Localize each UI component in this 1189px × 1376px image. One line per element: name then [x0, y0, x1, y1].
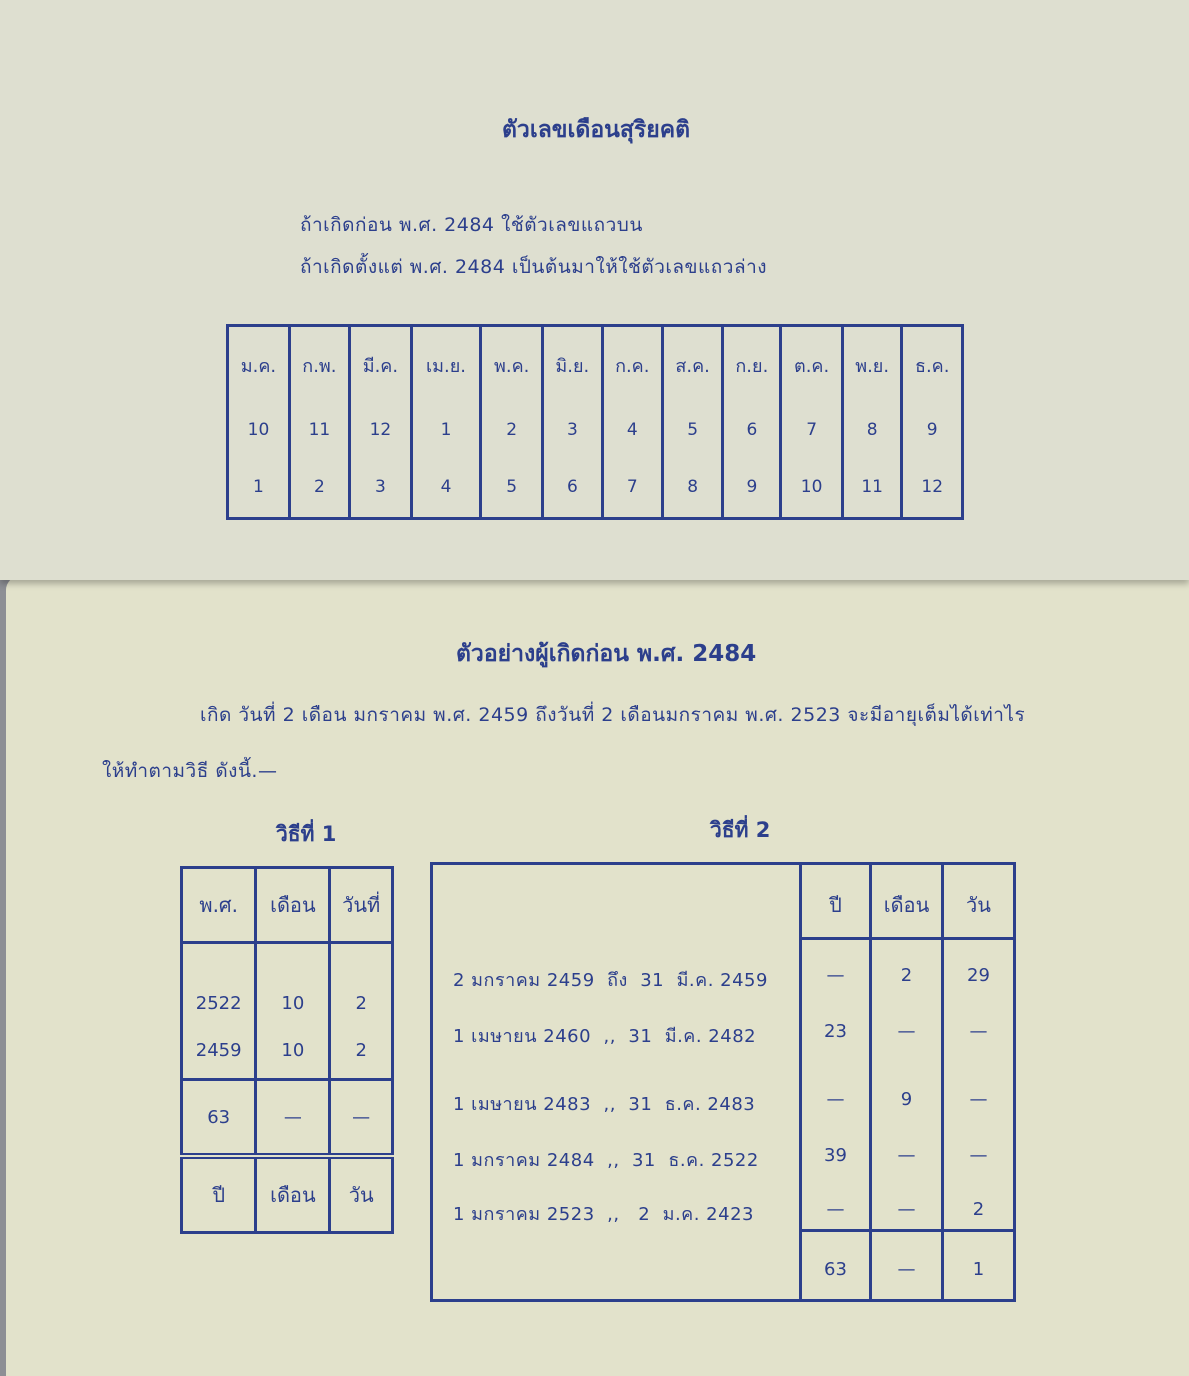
question-line-2: ให้ทำตามวิธี ดังนี้.— [102, 760, 278, 782]
method2-total-cell: — [897, 1259, 916, 1280]
months-table [226, 324, 964, 520]
method2-header-cell: เดือน [883, 893, 930, 917]
method2-cell: — [826, 1199, 845, 1220]
column-divider [941, 865, 944, 1299]
month-upper-cell: 8 [842, 404, 901, 457]
month-header-cell: ต.ค. [781, 326, 843, 404]
month-upper-cell: 11 [289, 404, 349, 457]
month-lower-cell: 11 [842, 456, 901, 518]
month-upper-cell: 4 [602, 404, 662, 457]
months-header-row [228, 326, 963, 404]
question-line-1: เกิด วันที่ 2 เดือน มกราคม พ.ศ. 2459 ถึงวันที่ 2 เดือนมกราคม พ.ศ. 2523 จะมีอายุเต็มได้เท่าไร [200, 704, 1026, 726]
month-lower-cell: 7 [602, 456, 662, 518]
month-upper-cell: 12 [349, 404, 411, 457]
method2-total-cell: 63 [824, 1259, 847, 1280]
method1-header-cell: เดือน [256, 868, 330, 943]
month-lower-cell: 3 [349, 456, 411, 518]
method2-cell: — [826, 965, 845, 986]
method1-unit-cell: ปี [212, 1183, 226, 1207]
month-header-cell: มี.ค. [349, 326, 411, 404]
month-header-cell: มิ.ย. [543, 326, 602, 404]
method2-title: วิธีที่ 2 [710, 818, 771, 842]
months-lower-row [228, 456, 963, 518]
method2-row-label: 1 เมษายน 2460 ,, 31 มี.ค. 2482 [453, 1026, 757, 1047]
month-header-cell: ส.ค. [662, 326, 722, 404]
top-page [0, 0, 1189, 580]
method2-cell: — [897, 1199, 916, 1220]
month-upper-cell: 6 [723, 404, 781, 457]
method1-row [182, 943, 393, 1023]
month-upper-cell: 5 [662, 404, 722, 457]
month-upper-cell: 3 [543, 404, 602, 457]
method2-cell: — [897, 1021, 916, 1042]
method1-table [180, 866, 394, 1234]
method1-unit-cell: วัน [330, 1156, 393, 1233]
month-header-cell: ก.พ. [289, 326, 349, 404]
instruction-line-2: ถ้าเกิดตั้งแต่ พ.ศ. 2484 เป็นต้นมาให้ใช้ตัวเลขแถวล่าง [300, 256, 768, 278]
month-header-cell: พ.ค. [481, 326, 543, 404]
method1-cell: 2 [330, 943, 393, 1023]
method1-title: วิธีที่ 1 [276, 822, 337, 846]
month-lower-cell: 12 [902, 456, 963, 518]
month-lower-cell: 8 [662, 456, 722, 518]
month-lower-cell: 10 [781, 456, 843, 518]
method2-cell: 29 [967, 965, 990, 986]
column-divider [869, 865, 872, 1299]
method2-row-label: 1 มกราคม 2523 ,, 2 ม.ค. 2423 [453, 1204, 754, 1225]
method2-cell: — [897, 1145, 916, 1166]
month-upper-cell: 1 [411, 404, 480, 457]
example-title: ตัวอย่างผู้เกิดก่อน พ.ศ. 2484 [456, 641, 757, 667]
method2-header-cell: ปี [829, 893, 842, 917]
method1-cell: 10 [256, 1022, 330, 1080]
method1-result-row [182, 1080, 393, 1157]
header-divider [799, 937, 1013, 940]
method2-cell: — [969, 1145, 988, 1166]
method2-total-cell: 1 [972, 1259, 985, 1280]
method2-header-cell: วัน [966, 893, 991, 917]
method1-cell: 10 [256, 943, 330, 1023]
method1-result-cell: 63 [182, 1080, 256, 1157]
month-lower-cell: 5 [481, 456, 543, 518]
method2-table [430, 862, 1016, 1302]
method2-row-label: 1 มกราคม 2484 ,, 31 ธ.ค. 2522 [453, 1150, 759, 1171]
method2-cell: 2 [900, 965, 913, 986]
month-lower-cell: 6 [543, 456, 602, 518]
month-header-cell: ก.ย. [723, 326, 781, 404]
month-header-cell: ธ.ค. [902, 326, 963, 404]
method2-row-label: 1 เมษายน 2483 ,, 31 ธ.ค. 2483 [453, 1094, 756, 1115]
month-lower-cell: 9 [723, 456, 781, 518]
month-upper-cell: 9 [902, 404, 963, 457]
instruction-line-1: ถ้าเกิดก่อน พ.ศ. 2484 ใช้ตัวเลขแถวบน [300, 214, 643, 236]
month-header-cell: ก.ค. [602, 326, 662, 404]
method1-units-row [182, 1156, 393, 1233]
method2-cell: 9 [900, 1089, 913, 1110]
month-lower-cell: 4 [411, 456, 480, 518]
method2-cell: — [969, 1021, 988, 1042]
column-divider [799, 865, 802, 1299]
month-header-cell: พ.ย. [842, 326, 901, 404]
method1-cell: 2522 [195, 993, 242, 1014]
method2-cell: 23 [824, 1021, 847, 1042]
method1-header-cell: วันที่ [330, 868, 393, 943]
method1-cell: 2 [330, 1022, 393, 1080]
month-upper-cell: 7 [781, 404, 843, 457]
method2-cell: 39 [824, 1145, 847, 1166]
method1-cell: 2459 [182, 1022, 256, 1080]
method2-row-label: 2 มกราคม 2459 ถึง 31 มี.ค. 2459 [453, 970, 768, 991]
month-upper-cell: 2 [481, 404, 543, 457]
month-header-cell: ม.ค. [240, 355, 277, 377]
method1-header-row [182, 868, 393, 943]
method1-unit-cell: เดือน [256, 1156, 330, 1233]
month-lower-cell: 1 [253, 476, 264, 497]
method2-cell: 2 [972, 1199, 985, 1220]
method1-header-cell: พ.ศ. [182, 868, 256, 943]
month-upper-cell: 10 [247, 420, 270, 441]
month-header-cell: เม.ย. [411, 326, 480, 404]
method1-result-cell: — [256, 1080, 330, 1157]
month-lower-cell: 2 [289, 456, 349, 518]
months-upper-row [228, 404, 963, 457]
method1-result-cell: — [330, 1080, 393, 1157]
page-title: ตัวเลขเดือนสุริยคติ [502, 117, 691, 143]
total-divider [799, 1229, 1013, 1232]
method2-cell: — [826, 1089, 845, 1110]
method1-row [182, 1022, 393, 1080]
method2-cell: — [969, 1089, 988, 1110]
